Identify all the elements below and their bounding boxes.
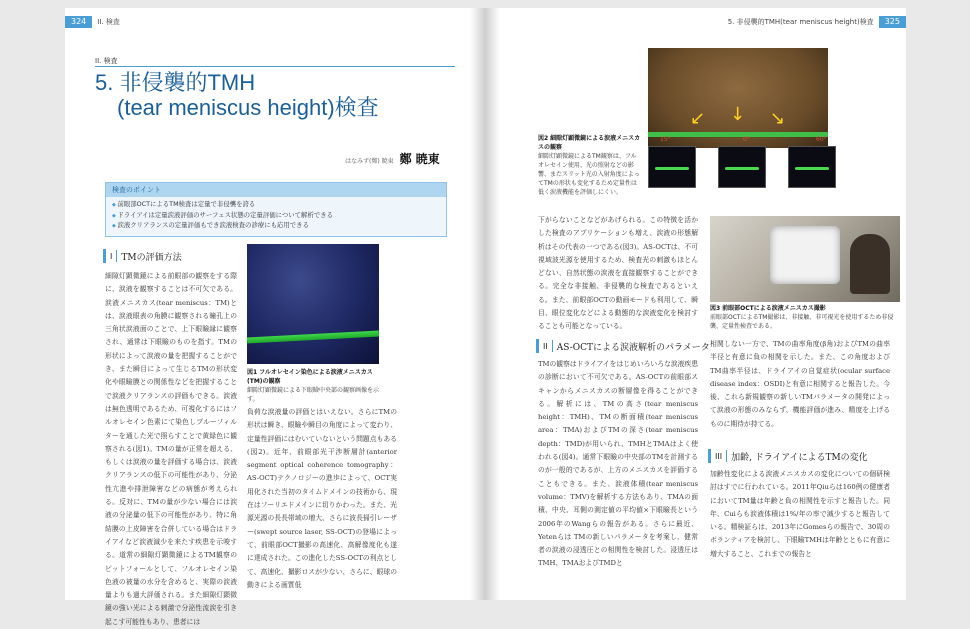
key-points-list (106, 200, 446, 232)
book-gutter (470, 8, 500, 600)
right-body-column-2a: 相関しない一方で、TMの曲率角度(β角)およびTMの曲率半径と有意に負の相関を示した。また、この角度およびTM曲率半径は、ドライアイの自覚症状(ocular surface disease index：OSDI)と有意に相関すると報告した。今後、これら新規観察の新しいTMパラメータの開発によって涙液の形態のみならず、機能評価が進み、精度を上げるものに期待が持てる。 (710, 340, 890, 428)
key-point: ◆ 前眼部OCTによるTM検査は定量で非侵襲を誇る (112, 200, 440, 211)
oct-angle-label: 15° (660, 136, 671, 143)
tear-meniscus-line (648, 132, 828, 137)
figure-3-text: 前眼部OCTによるTM撮影は、非接触、非可視光を使用するため非侵襲、定量性検査である。 (710, 314, 894, 330)
oct-angle-label: 60° (816, 136, 827, 143)
heading-divider (116, 250, 117, 262)
figure-3-label: 図3 (710, 305, 721, 312)
meniscus-trace (655, 167, 689, 170)
section-tab: II. 検査 (95, 57, 118, 65)
figure-2-label: 図2 (538, 135, 549, 142)
section-heading-3 (708, 448, 868, 464)
tear-meniscus-stain (247, 331, 379, 344)
figure-1-text: 細隙灯顕微鏡による下眼瞼中央部の観察画像を示す。 (247, 387, 380, 403)
figure-2-title: 細隙灯顕微鏡による涙液メニスカスの観察 (538, 135, 641, 151)
figure-3-title: 前眼部OCTによる涙液メニスカス撮影 (722, 305, 826, 312)
oct-scan-image (718, 146, 766, 188)
body-column-1: 細隙灯顕微鏡による前眼部の観察をする際に、涙液を観察することは不可欠である。涙液メニスカス(tear meniscus：TM)とは、涙液眼表の角膜に観察される瞳孔上の三角状涙液面のことで、上下眼瞼縁に観察され、通常は下眼瞼のものを指す。TMの形状によって涙液の量を把握することができ、また瞬目によって生じるTMの形状変化や眼瞼膜との関係性などを把握することで涙液クリアランスの評価もできる。涙液は無色透明であるため、可視化するにはフルオレセイン色素にて染色しブルーフィルターを通した光で照らすことで黄緑色に観察される(図1)。TMの量が正常を超える、もしくは涙液の量を評価する場合は、涙液クリアランスの低下の可能性があり、分泌性亢進や排泄障害などの病態が考えられる。反対に、TMの量が少ない場合には涙液の分泌量の低下の可能性があり、特に角結膜の上皮障害を合併している場合はドライアイなど涙液減少を来たす疾患を示唆する。道常の細隙灯顕微鏡によるTM観察のピットフォールとして、フルオレセイン染色液の被量の水分を含めると、実際の涙液量よりも過大評価される。また細隙灯顕微鏡の強い光による刺激で分泌性流涙を引き起こす可能性もあり、患者には (105, 272, 237, 626)
right-page (500, 8, 906, 600)
chapter-title-line1: 5. 非侵襲的TMH (95, 70, 256, 95)
figure-3-caption (710, 304, 900, 331)
left-running-head: II. 検査 (97, 18, 120, 26)
left-page-number: 324 (65, 16, 92, 28)
section-title: AS-OCTによる涙液解析のパラメータ (556, 342, 710, 353)
heading-bar (536, 339, 539, 353)
right-page-number: 325 (879, 16, 906, 28)
figure-2-slit-lamp-image (648, 48, 828, 148)
oct-scan-image (648, 146, 696, 188)
left-running-header (65, 16, 120, 28)
oct-scan-image (788, 146, 836, 188)
section-title: 加齢, ドライアイによるTMの変化 (731, 452, 868, 463)
figure-2-text: 細隙灯顕微鏡によるTM観察は、フルオレセイン使用、光の照射などの影響、またスリット光の入射角度によってTMの形状も変化するため定量性は低く涙液機能を評価しにくい。 (538, 153, 640, 196)
heading-divider (552, 340, 553, 352)
arrow-icon: ↘ (770, 108, 786, 129)
author-name: 鄭 暁東 (399, 152, 440, 166)
heading-divider (726, 450, 727, 462)
right-body-column-1a: 下がらないことなどがあげられる。この特徴を活かした検査のアプリケーションも増え、涙液の形態解析はその代表の一つである(図3)。AS-OCTは、不可視域波光源を使用するため、検査光の刺激もほとんどない、自然状態の涙液を直接観察することができる。完全な非接触、非侵襲的な検査であるといえる。また、前眼部OCTの動画モードも利用して、瞬目、眼位変化などによる動態的な涙液変化を検討することも可能となっている。 (538, 216, 698, 331)
chapter-title (95, 70, 379, 120)
left-page (65, 8, 470, 626)
author (345, 150, 440, 167)
meniscus-trace (725, 167, 759, 170)
key-point: ◆ 涙液クリアランスの定量評価もでき涙液検査の診療にも応用できる (112, 221, 440, 232)
right-body-column-2b: 加齢性変化による涙液メニスカスの変化についての個研検討はすでに行われている。2011年Qiuらは160例の健康者においてTM量は年齢と負の相関性を示すと報告した。同年、Cuiらも涙液体積は1%/年の率で減少すると報告している。精検証らは、2013年にGomesらの報告で、30周のボランティアを検討し、下眼瞼TMHは年齢とともに有意に増大すること、これまでの報告と (710, 470, 891, 558)
right-running-header (728, 16, 906, 28)
figure-2-caption (538, 134, 642, 197)
section-number: III (715, 451, 723, 461)
arrow-icon: ↓ (730, 104, 746, 125)
figure-1-title: フルオレセイン染色による涙液メニスカス(TM)の観察 (247, 369, 373, 385)
figure-1-label: 図1 (247, 369, 258, 376)
chapter-title-line2: (tear meniscus height)検査 (117, 95, 379, 120)
section-rule (95, 66, 455, 67)
key-points-heading: 検査のポイント (106, 183, 446, 197)
figure-1-caption (247, 368, 387, 404)
right-body-column-1b: TMの観察はドライアイをはじめいろいろな涙液疾患の診断において不可欠である。AS-OCTの前眼部スキャンからメニスカスの断層像を得ることができる。解析には、TMの高さ(tear meniscus height：TMH)、TMの断面積(tear meniscus area：TMA)およびTMの深さ(tear meniscus depth：TMD)が用いられ、TMHとTMAはよく使われる(図4)。通常下眼瞼の中央部のTMを計測するのが一般的であるが、上方のメニスカスを評価することもできる。また、涙液体積(tear meniscus volume：TMV)を解析する方法もあり、TMAの面積、中央、耳側の測定値の平均値×下眼瞼長という2006年のWangらの報告がある。さらに最近、Yetenらは TMの新しいパラメータを考案し、健常者の涙液の浸透圧との相関性を検討した。浸透圧はTMH、TMAおよびTMDと (538, 360, 699, 568)
key-point: ◆ ドライアイは定量涙液評価のサーフェス状態の定量評価について解析できる (112, 211, 440, 222)
section-heading-2 (536, 338, 710, 354)
section-number: II (543, 341, 548, 351)
author-furigana: はなみず(鄭) 暁東 (345, 158, 394, 165)
figure-1-image (247, 244, 379, 364)
oct-angle-label: 0° (743, 136, 750, 143)
arrow-icon: ↙ (690, 108, 706, 129)
right-running-head: 5. 非侵襲的TMH(tear meniscus height)検査 (727, 18, 874, 26)
body-column-2: 負荷な涙液量の評価とはいえない。さらにTMの形状は瞬き、眼瞼や瞬目の角度によって変わり、定量性評価にはむいていないという問題点もある(図2)。近年、前眼部光干渉断層計(anterior segment optical coherence tomography：AS-OCT)テクノロジーの進歩によって、OCT実用化された当初のタイムドメインの技術から、現在はフーリエドメインに切りかわった。また、光源光源の長長帯域の増大、さらに波長掃引レーザー(swept source laser, SS-OCT)の登場によって、前眼部OCT撮影の高速化、高解像度化も遂に達成された。この進化したSS-OCTの利点として、高速化、撮影ロスが少ない、さらに、眼球の動きによる画質低 (247, 408, 397, 589)
heading-bar (103, 249, 106, 263)
heading-bar (708, 449, 711, 463)
meniscus-trace (795, 167, 829, 170)
section-heading-1 (103, 248, 182, 264)
key-points-box (105, 182, 447, 237)
section-number: I (110, 251, 113, 261)
oct-device (770, 226, 840, 284)
examiner (850, 234, 890, 294)
figure-3-photo (710, 216, 900, 302)
section-title: TMの評価方法 (121, 252, 182, 263)
